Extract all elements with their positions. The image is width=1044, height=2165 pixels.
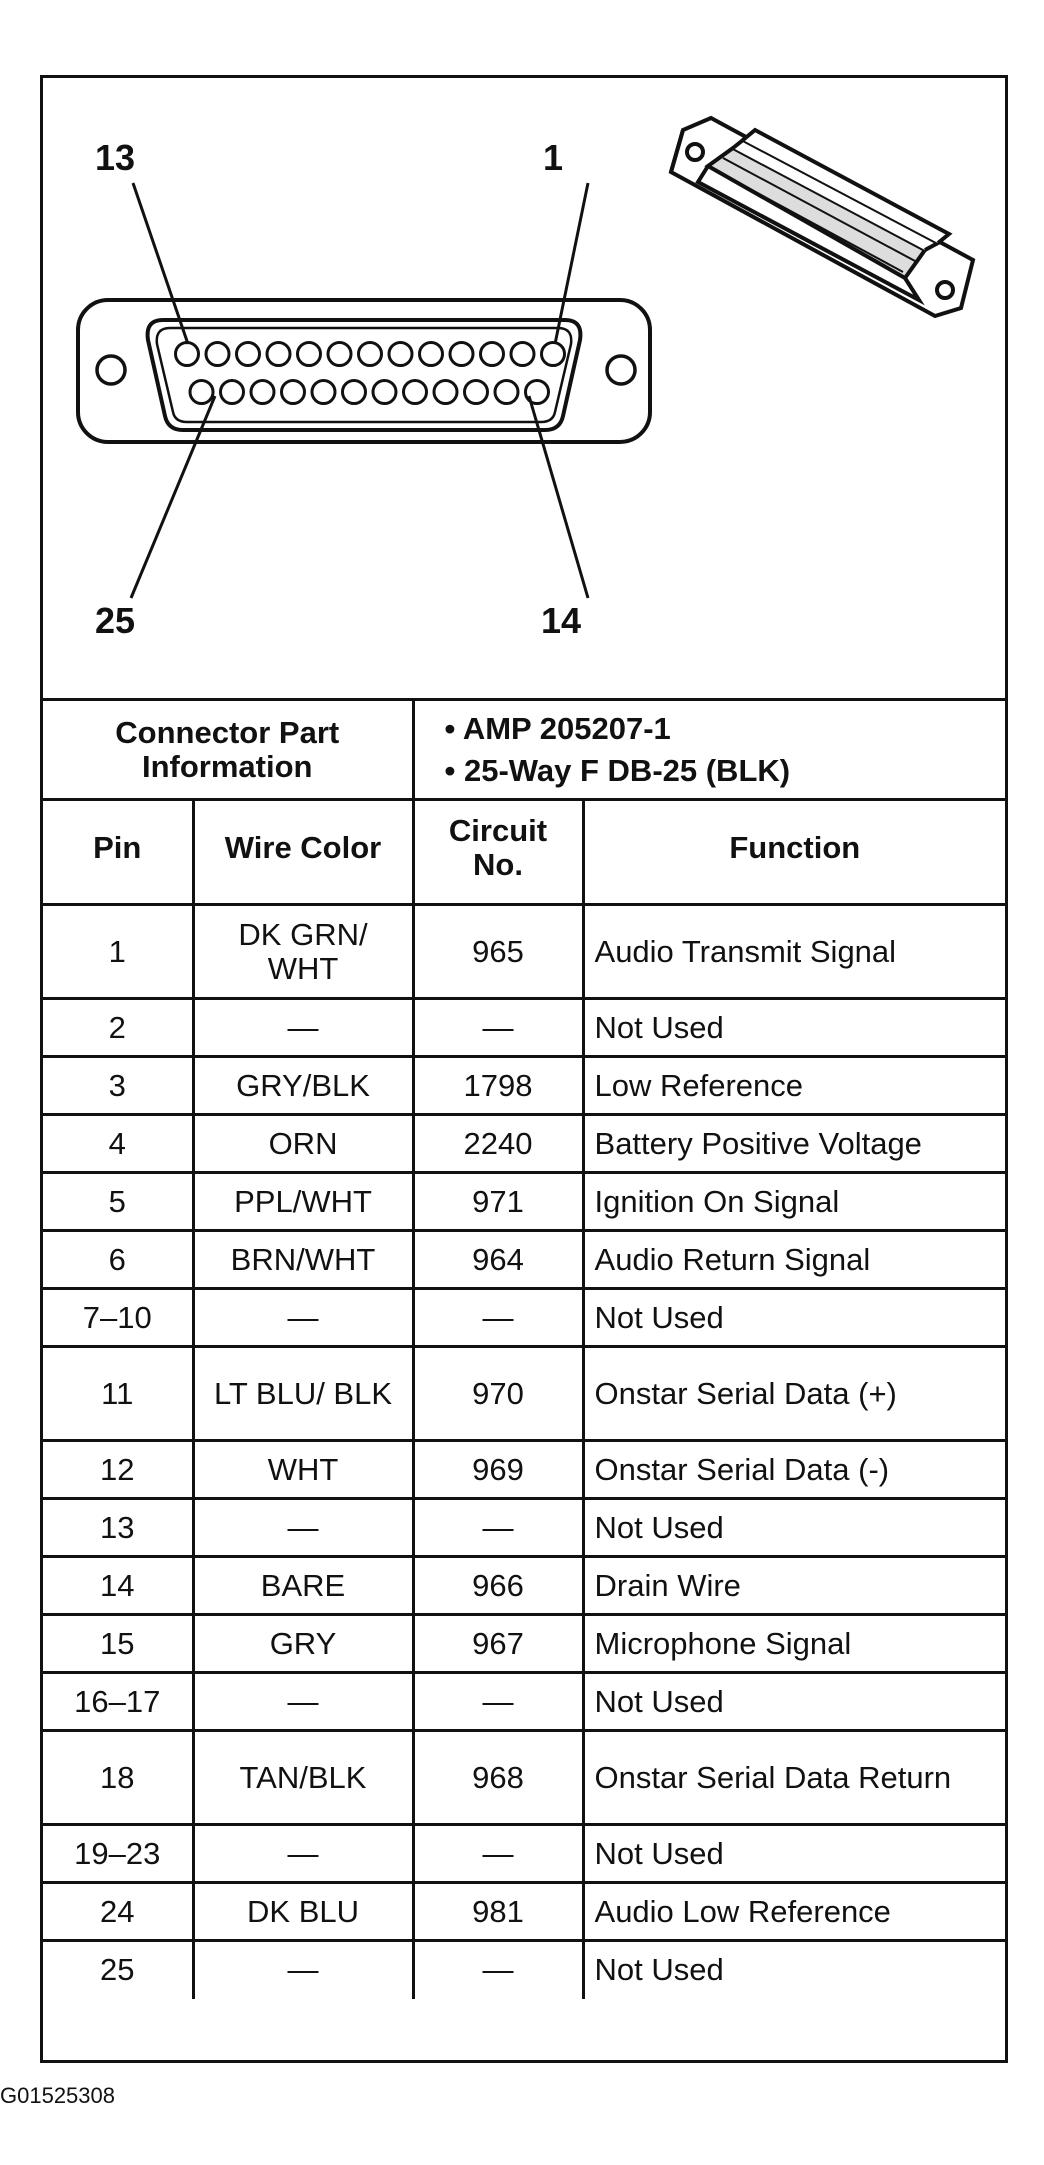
connector-info-row — [43, 700, 1005, 800]
wire-color-cell: — — [193, 999, 413, 1057]
pin-cell: 18 — [43, 1731, 193, 1825]
circuit-cell: — — [413, 1825, 583, 1883]
pin-label-14: 14 — [541, 600, 582, 641]
wire-color-cell: BRN/WHT — [193, 1231, 413, 1289]
pin-cell: 16–17 — [43, 1673, 193, 1731]
pin-socket-7 — [359, 343, 382, 366]
table-row — [43, 1289, 1005, 1347]
pin-socket-24 — [221, 381, 244, 404]
table-row — [43, 1731, 1005, 1825]
function-cell: Onstar Serial Data (+) — [583, 1347, 1005, 1441]
pin-label-1: 1 — [543, 137, 564, 178]
wire-color-cell: GRY/BLK — [193, 1057, 413, 1115]
pin-cell: 6 — [43, 1231, 193, 1289]
wire-color-cell: — — [193, 1289, 413, 1347]
pin-cell: 1 — [43, 905, 193, 999]
function-cell: Not Used — [583, 1825, 1005, 1883]
pin-socket-13 — [176, 343, 199, 366]
circuit-cell: 981 — [413, 1883, 583, 1941]
table-row — [43, 1941, 1005, 1999]
function-cell: Audio Transmit Signal — [583, 905, 1005, 999]
pin-cell: 5 — [43, 1173, 193, 1231]
wire-color-cell: DK BLU — [193, 1883, 413, 1941]
table-row — [43, 1347, 1005, 1441]
connector-isometric-icon — [671, 118, 973, 316]
header-wire-color: Wire Color — [193, 800, 413, 905]
mounting-hole-left — [97, 356, 125, 384]
circuit-cell: — — [413, 1289, 583, 1347]
function-cell: Not Used — [583, 1673, 1005, 1731]
table-row — [43, 1499, 1005, 1557]
circuit-cell: 971 — [413, 1173, 583, 1231]
pin-socket-18 — [404, 381, 427, 404]
wire-color-cell: GRY — [193, 1615, 413, 1673]
mounting-hole-right — [607, 356, 635, 384]
circuit-cell: 968 — [413, 1731, 583, 1825]
d-shell-outer — [148, 320, 581, 430]
circuit-cell: 970 — [413, 1347, 583, 1441]
table-row — [43, 1673, 1005, 1731]
table-row — [43, 1557, 1005, 1615]
pin-socket-10 — [267, 343, 290, 366]
circuit-cell: 967 — [413, 1615, 583, 1673]
pin-socket-21 — [312, 381, 335, 404]
table-row — [43, 1441, 1005, 1499]
circuit-cell: 965 — [413, 905, 583, 999]
function-cell: Not Used — [583, 1499, 1005, 1557]
connector-info-list — [413, 700, 1005, 800]
circuit-cell: 966 — [413, 1557, 583, 1615]
wire-color-cell: BARE — [193, 1557, 413, 1615]
pin-socket-20 — [343, 381, 366, 404]
function-cell: Not Used — [583, 1941, 1005, 1999]
pin-socket-1 — [542, 343, 565, 366]
header-circuit-no: Circuit No. — [413, 800, 583, 905]
wire-color-cell: DK GRN/ WHT — [193, 905, 413, 999]
function-cell: Battery Positive Voltage — [583, 1115, 1005, 1173]
wire-color-cell: ORN — [193, 1115, 413, 1173]
pin-socket-3 — [481, 343, 504, 366]
pin-cell: 3 — [43, 1057, 193, 1115]
pin-socket-19 — [373, 381, 396, 404]
pin-socket-23 — [251, 381, 274, 404]
table-header-row — [43, 800, 1005, 905]
circuit-cell: — — [413, 1499, 583, 1557]
function-cell: Audio Return Signal — [583, 1231, 1005, 1289]
pin-cell: 24 — [43, 1883, 193, 1941]
figure-id-caption: G01525308 — [0, 2083, 115, 2108]
connector-info-label: Connector Part Information — [43, 700, 413, 800]
table-row — [43, 1115, 1005, 1173]
function-cell: Onstar Serial Data (-) — [583, 1441, 1005, 1499]
pin-label-25: 25 — [95, 600, 136, 641]
pin-cell: 15 — [43, 1615, 193, 1673]
function-cell: Not Used — [583, 1289, 1005, 1347]
table-row — [43, 1057, 1005, 1115]
table-row — [43, 1825, 1005, 1883]
pin-cell: 25 — [43, 1941, 193, 1999]
pin-cell: 12 — [43, 1441, 193, 1499]
pin-socket-4 — [450, 343, 473, 366]
table-row — [43, 1173, 1005, 1231]
header-pin: Pin — [43, 800, 193, 905]
pin-socket-6 — [389, 343, 412, 366]
wire-color-cell: — — [193, 1825, 413, 1883]
function-cell: Low Reference — [583, 1057, 1005, 1115]
pin-cell: 13 — [43, 1499, 193, 1557]
pin-sockets — [176, 343, 565, 404]
circuit-cell: — — [413, 999, 583, 1057]
connector-face-drawing — [43, 78, 1005, 698]
wire-color-cell: LT BLU/ BLK — [193, 1347, 413, 1441]
connector-info-item: • 25-Way F DB-25 (BLK) — [444, 752, 791, 788]
pin-socket-16 — [465, 381, 488, 404]
function-cell: Drain Wire — [583, 1557, 1005, 1615]
pin-socket-9 — [298, 343, 321, 366]
header-function: Function — [583, 800, 1005, 905]
wire-color-cell: — — [193, 1673, 413, 1731]
pin-socket-5 — [420, 343, 443, 366]
table-row — [43, 999, 1005, 1057]
function-cell: Onstar Serial Data Return — [583, 1731, 1005, 1825]
function-cell: Audio Low Reference — [583, 1883, 1005, 1941]
pin-cell: 7–10 — [43, 1289, 193, 1347]
pin-label-13: 13 — [95, 137, 136, 178]
pin-socket-15 — [495, 381, 518, 404]
function-cell: Microphone Signal — [583, 1615, 1005, 1673]
pinout-table — [43, 698, 1005, 1999]
circuit-cell: 964 — [413, 1231, 583, 1289]
table-row — [43, 905, 1005, 999]
connector-info-item: • AMP 205207-1 — [444, 710, 671, 746]
pin-socket-22 — [282, 381, 305, 404]
table-row — [43, 1615, 1005, 1673]
pin-socket-8 — [328, 343, 351, 366]
table-row — [43, 1231, 1005, 1289]
circuit-cell: 2240 — [413, 1115, 583, 1173]
pin-socket-25 — [190, 381, 213, 404]
pin-socket-12 — [206, 343, 229, 366]
wire-color-cell: PPL/WHT — [193, 1173, 413, 1231]
pin-cell: 2 — [43, 999, 193, 1057]
wire-color-cell: TAN/BLK — [193, 1731, 413, 1825]
pin-cell: 11 — [43, 1347, 193, 1441]
pin-socket-2 — [511, 343, 534, 366]
table-row — [43, 1883, 1005, 1941]
pin-cell: 4 — [43, 1115, 193, 1173]
pin-cell: 14 — [43, 1557, 193, 1615]
connector-figure — [40, 75, 1008, 2063]
circuit-cell: — — [413, 1941, 583, 1999]
wire-color-cell: — — [193, 1499, 413, 1557]
function-cell: Ignition On Signal — [583, 1173, 1005, 1231]
connector-diagram — [43, 78, 1005, 698]
circuit-cell: 969 — [413, 1441, 583, 1499]
circuit-cell: 1798 — [413, 1057, 583, 1115]
circuit-cell: — — [413, 1673, 583, 1731]
pin-cell: 19–23 — [43, 1825, 193, 1883]
pin-socket-11 — [237, 343, 260, 366]
pin-socket-17 — [434, 381, 457, 404]
wire-color-cell: — — [193, 1941, 413, 1999]
function-cell: Not Used — [583, 999, 1005, 1057]
wire-color-cell: WHT — [193, 1441, 413, 1499]
